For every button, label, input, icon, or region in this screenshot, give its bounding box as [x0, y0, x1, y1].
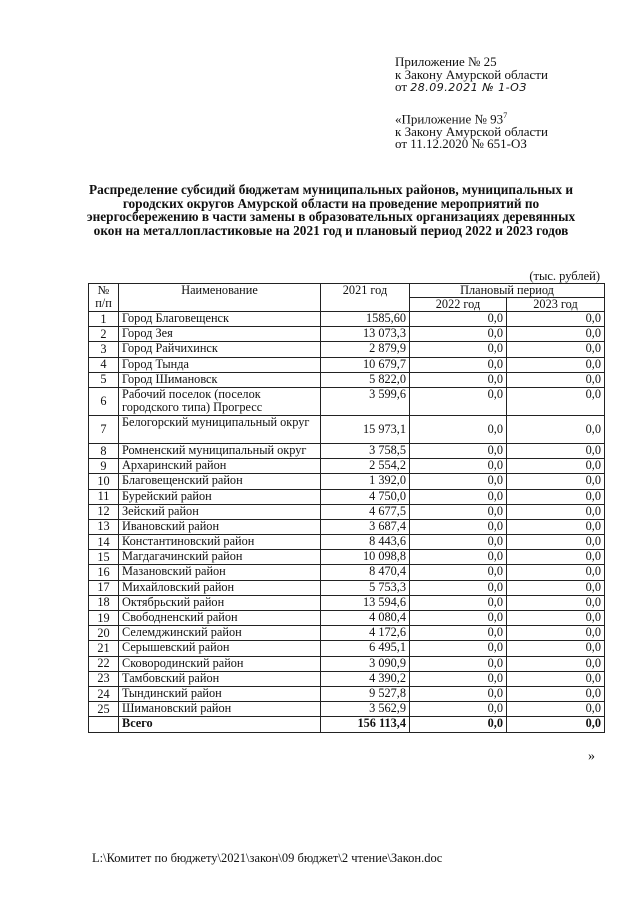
cell-2021: 3 687,4: [321, 519, 410, 534]
cell-2021: 4 390,2: [321, 671, 410, 686]
header-2022: 2022 год: [410, 298, 507, 312]
cell-2021: 1585,60: [321, 312, 410, 327]
table-row: [89, 580, 605, 595]
cell-2021: 13 594,6: [321, 595, 410, 610]
cell-num: 4: [89, 357, 119, 372]
cell-2021: 2 554,2: [321, 459, 410, 474]
table-row: [89, 535, 605, 550]
table-row: [89, 595, 605, 610]
cell-num: 17: [89, 580, 119, 595]
cell-2021: 13 073,3: [321, 327, 410, 342]
document-title: Распределение субсидий бюджетам муниципальных районов, муниципальных и городских округов Амурской области на проведение мероприятий по энергосбережению в части замены в образовательных организациях деревянных окон на металлопластиковые на 2021 год и плановый период 2022 и 2023 годов: [86, 182, 576, 238]
cell-2023: 0,0: [507, 565, 605, 580]
cell-name: Город Райчихинск: [119, 342, 321, 357]
cell-2021: 4 172,6: [321, 626, 410, 641]
cell-num: 20: [89, 626, 119, 641]
cell-name: Магдагачинский район: [119, 550, 321, 565]
table-row: [89, 671, 605, 686]
cell-2023: 0,0: [507, 357, 605, 372]
cell-num: 6: [89, 387, 119, 415]
cell-name: Архаринский район: [119, 459, 321, 474]
table-row: [89, 656, 605, 671]
cell-2021: 3 758,5: [321, 443, 410, 458]
cell-2022: 0,0: [410, 702, 507, 717]
cell-2022: 0,0: [410, 580, 507, 595]
header-name: Наименование: [119, 284, 321, 312]
cell-name: Константиновский район: [119, 535, 321, 550]
cell-2023: 0,0: [507, 580, 605, 595]
cell-2023: 0,0: [507, 641, 605, 656]
cell-num: 8: [89, 443, 119, 458]
table-row: [89, 550, 605, 565]
cell-2022: 0,0: [410, 535, 507, 550]
table-row: [89, 474, 605, 489]
cell-num: 14: [89, 535, 119, 550]
cell-num: 7: [89, 415, 119, 443]
cell-name: Мазановский район: [119, 565, 321, 580]
table-row: [89, 641, 605, 656]
cell-name: Михайловский район: [119, 580, 321, 595]
cell-2021: 15 973,1: [321, 415, 410, 443]
cell-num: 23: [89, 671, 119, 686]
cell-2022: 0,0: [410, 550, 507, 565]
cell-2023: 0,0: [507, 595, 605, 610]
total-label: Всего: [119, 717, 321, 732]
cell-2022: 0,0: [410, 611, 507, 626]
cell-2023: 0,0: [507, 372, 605, 387]
table-row: [89, 519, 605, 534]
amended-law-date: от 11.12.2020 № 651-ОЗ: [395, 136, 527, 152]
cell-num: 21: [89, 641, 119, 656]
amended-law-ref: к Закону Амурской области: [395, 123, 548, 139]
cell-2022: 0,0: [410, 387, 507, 415]
handwritten-date: 28.09.2021 № 1-ОЗ: [410, 81, 527, 94]
cell-num: 12: [89, 504, 119, 519]
cell-num: 2: [89, 327, 119, 342]
header-2021: 2021 год: [321, 284, 410, 312]
table-row: [89, 342, 605, 357]
cell-2021: 10 098,8: [321, 550, 410, 565]
table-row: [89, 626, 605, 641]
cell-2021: 4 750,0: [321, 489, 410, 504]
cell-2022: 0,0: [410, 641, 507, 656]
cell-2023: 0,0: [507, 415, 605, 443]
table-row: [89, 387, 605, 415]
cell-2023: 0,0: [507, 535, 605, 550]
cell-2022: 0,0: [410, 312, 507, 327]
cell-name: Город Тында: [119, 357, 321, 372]
cell-num: 18: [89, 595, 119, 610]
cell-2022: 0,0: [410, 327, 507, 342]
total-cell-num: [89, 717, 119, 732]
total-row: [89, 717, 605, 732]
total-2023: 0,0: [507, 717, 605, 732]
cell-2023: 0,0: [507, 443, 605, 458]
cell-2022: 0,0: [410, 415, 507, 443]
cell-2023: 0,0: [507, 702, 605, 717]
appendix-date-line: [395, 81, 548, 95]
cell-num: 24: [89, 686, 119, 701]
cell-num: 15: [89, 550, 119, 565]
total-2022: 0,0: [410, 717, 507, 732]
appendix-block: [395, 56, 548, 95]
cell-2021: 6 495,1: [321, 641, 410, 656]
cell-name: Селемджинский район: [119, 626, 321, 641]
table-body: [89, 312, 605, 733]
cell-2023: 0,0: [507, 489, 605, 504]
table-row: [89, 686, 605, 701]
cell-2022: 0,0: [410, 626, 507, 641]
table-row: [89, 312, 605, 327]
cell-2022: 0,0: [410, 459, 507, 474]
cell-2022: 0,0: [410, 443, 507, 458]
cell-2021: 3 599,6: [321, 387, 410, 415]
cell-2021: 4 677,5: [321, 504, 410, 519]
cell-num: 5: [89, 372, 119, 387]
cell-name: Свободненский район: [119, 611, 321, 626]
cell-2021: 4 080,4: [321, 611, 410, 626]
footer-file-path: L:\Комитет по бюджету\2021\закон\09 бюджет\2 чтение\Закон.doc: [92, 851, 443, 865]
cell-2022: 0,0: [410, 656, 507, 671]
cell-2023: 0,0: [507, 656, 605, 671]
cell-num: 1: [89, 312, 119, 327]
table-row: [89, 702, 605, 717]
cell-2023: 0,0: [507, 626, 605, 641]
cell-2022: 0,0: [410, 671, 507, 686]
table-row: [89, 504, 605, 519]
table-row: [89, 443, 605, 458]
cell-2021: 2 879,9: [321, 342, 410, 357]
cell-2023: 0,0: [507, 519, 605, 534]
cell-2021: 3 562,9: [321, 702, 410, 717]
cell-num: 10: [89, 474, 119, 489]
cell-name: Город Шимановск: [119, 372, 321, 387]
cell-2022: 0,0: [410, 565, 507, 580]
cell-2021: 10 679,7: [321, 357, 410, 372]
cell-num: 9: [89, 459, 119, 474]
cell-2023: 0,0: [507, 686, 605, 701]
cell-name: Ивановский район: [119, 519, 321, 534]
appendix-title: Приложение № 25: [395, 54, 497, 69]
cell-name: Бурейский район: [119, 489, 321, 504]
table-row: [89, 489, 605, 504]
cell-2022: 0,0: [410, 595, 507, 610]
cell-2022: 0,0: [410, 519, 507, 534]
cell-2023: 0,0: [507, 387, 605, 415]
cell-name: Тындинский район: [119, 686, 321, 701]
cell-2021: 1 392,0: [321, 474, 410, 489]
subsidy-table: [88, 283, 605, 733]
cell-name: Шимановский район: [119, 702, 321, 717]
cell-name: Благовещенский район: [119, 474, 321, 489]
appendix-law-ref: к Закону Амурской области: [395, 66, 548, 82]
closing-quote: »: [588, 749, 595, 764]
cell-num: 13: [89, 519, 119, 534]
cell-2021: 5 753,3: [321, 580, 410, 595]
cell-2023: 0,0: [507, 459, 605, 474]
appendix-date-prefix: от: [395, 79, 408, 94]
cell-num: 16: [89, 565, 119, 580]
table-row: [89, 357, 605, 372]
table-row: [89, 327, 605, 342]
total-2021: 156 113,4: [321, 717, 410, 732]
table-row: [89, 565, 605, 580]
cell-2022: 0,0: [410, 342, 507, 357]
cell-2023: 0,0: [507, 327, 605, 342]
amended-appendix-number: «Приложение № 93: [395, 111, 504, 127]
cell-num: 3: [89, 342, 119, 357]
cell-name: Город Благовещенск: [119, 312, 321, 327]
cell-name: Зейский район: [119, 504, 321, 519]
cell-name: Город Зея: [119, 327, 321, 342]
cell-2022: 0,0: [410, 504, 507, 519]
amended-appendix-block: [395, 110, 548, 151]
table-row: [89, 459, 605, 474]
header-2023: 2023 год: [507, 298, 605, 312]
cell-num: 11: [89, 489, 119, 504]
cell-2022: 0,0: [410, 357, 507, 372]
header-planned-period: Плановый период: [410, 284, 605, 298]
table-row: [89, 415, 605, 443]
cell-2023: 0,0: [507, 504, 605, 519]
cell-name: Октябрьский район: [119, 595, 321, 610]
header-num: № п/п: [89, 284, 119, 312]
cell-2022: 0,0: [410, 474, 507, 489]
cell-2022: 0,0: [410, 489, 507, 504]
cell-2023: 0,0: [507, 342, 605, 357]
cell-2021: 8 443,6: [321, 535, 410, 550]
cell-2022: 0,0: [410, 686, 507, 701]
cell-name: Серышевский район: [119, 641, 321, 656]
cell-name: Тамбовский район: [119, 671, 321, 686]
cell-name: Белогорский муниципальный округ: [119, 415, 321, 443]
table-row: [89, 372, 605, 387]
cell-2021: 3 090,9: [321, 656, 410, 671]
cell-2023: 0,0: [507, 312, 605, 327]
cell-2021: 9 527,8: [321, 686, 410, 701]
cell-num: 22: [89, 656, 119, 671]
cell-num: 19: [89, 611, 119, 626]
cell-2023: 0,0: [507, 671, 605, 686]
cell-2023: 0,0: [507, 611, 605, 626]
cell-num: 25: [89, 702, 119, 717]
cell-name: Ромненский муниципальный округ: [119, 443, 321, 458]
amended-appendix-superscript: 7: [503, 111, 508, 120]
cell-2023: 0,0: [507, 474, 605, 489]
cell-name: Сковородинский район: [119, 656, 321, 671]
cell-2021: 5 822,0: [321, 372, 410, 387]
units-label: (тыс. рублей): [529, 269, 600, 283]
cell-2022: 0,0: [410, 372, 507, 387]
cell-2023: 0,0: [507, 550, 605, 565]
cell-2021: 8 470,4: [321, 565, 410, 580]
cell-name: Рабочий поселок (поселок городского типа) Прогресс: [119, 387, 321, 415]
table-row: [89, 611, 605, 626]
